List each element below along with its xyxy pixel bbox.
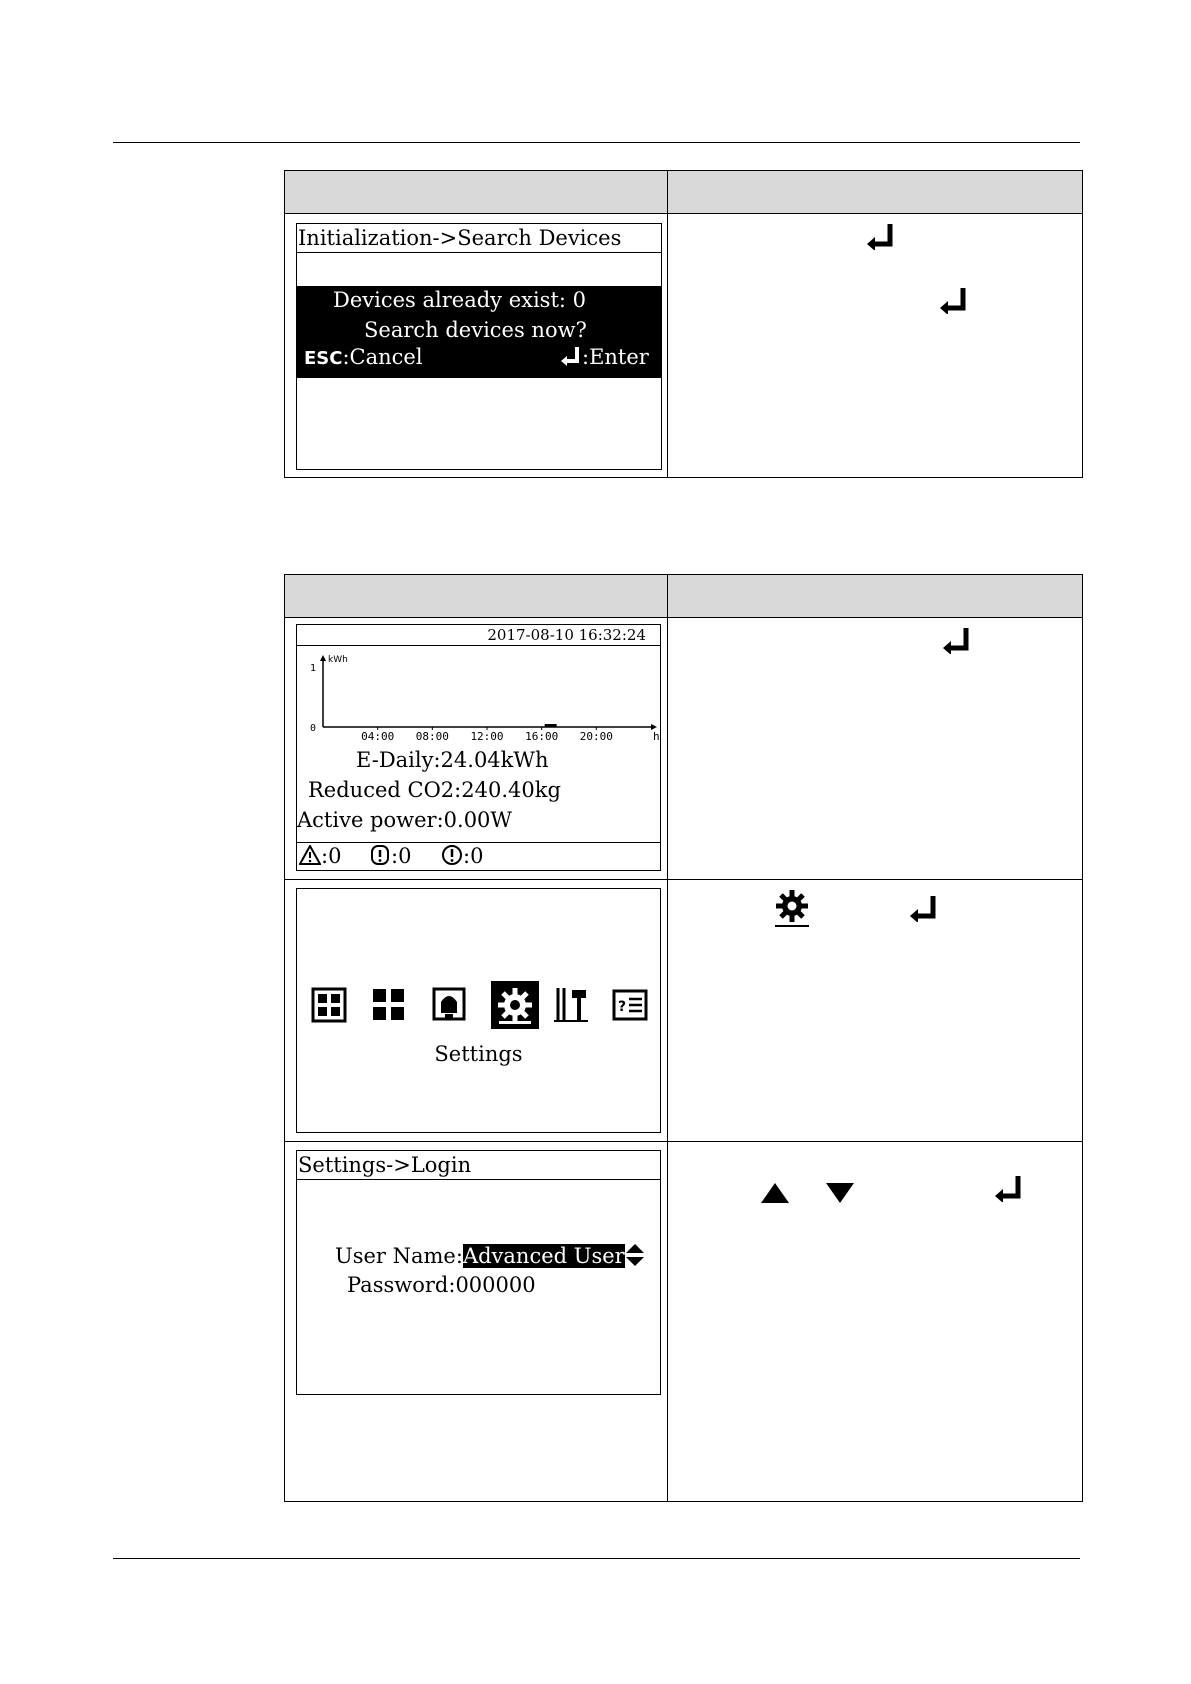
warning-alarm-icon (441, 845, 463, 865)
dialog-line-1: Devices already exist: 0 (333, 288, 587, 312)
x-tick-label: 04:00 (361, 730, 395, 743)
user-name-label: User Name: (335, 1244, 463, 1268)
enter-option[interactable] (560, 345, 649, 369)
esc-key-label: ESC (304, 348, 343, 369)
y-axis-arrow (320, 655, 326, 661)
settings-icon-selected[interactable] (491, 981, 539, 1029)
menu-screen-cell (285, 880, 668, 1142)
up-down-selector-icon[interactable] (625, 1243, 645, 1267)
x-tick-label: 16:00 (525, 730, 559, 743)
reduced-co2-readout: Reduced CO2:240.40kg (308, 778, 561, 802)
e-daily-readout: E-Daily:24.04kWh (356, 748, 549, 772)
table-login-procedure (284, 574, 1083, 1502)
user-name-row[interactable] (335, 1243, 645, 1268)
x-tick-label: 12:00 (470, 730, 504, 743)
minor-alarm-count: :0 (391, 844, 412, 868)
login-screen-cell (285, 1142, 668, 1502)
login-instruction-cell (668, 1142, 1083, 1502)
major-alarm-count: :0 (321, 844, 342, 868)
main-menu-screen (296, 888, 661, 1133)
esc-cancel-option[interactable] (304, 345, 423, 369)
minor-alarm-icon (369, 845, 391, 865)
table1-header-right (668, 171, 1083, 214)
password-label: Password: (347, 1273, 456, 1297)
x-tick-label: 20:00 (579, 730, 613, 743)
table1-instruction-cell (668, 214, 1083, 478)
datetime: 2017-08-10 16:32:24 (487, 626, 646, 644)
warning-triangle-icon (299, 845, 321, 865)
active-power-readout: Active power:0.00W (297, 808, 512, 832)
table2-header-left (285, 575, 668, 618)
cancel-label: :Cancel (342, 345, 423, 369)
settings-icon (495, 985, 535, 1025)
y-axis-label: kWh (328, 655, 348, 665)
enter-label: :Enter (582, 345, 649, 369)
major-alarm-status (299, 844, 341, 868)
home-screen-cell (285, 618, 668, 880)
password-row[interactable] (347, 1273, 536, 1297)
table1-header-left (285, 171, 668, 214)
screen-title: Initialization->Search Devices (297, 224, 661, 253)
warning-alarm-status (441, 844, 483, 868)
warning-alarm-count: :0 (463, 844, 484, 868)
home-instruction-cell (668, 618, 1083, 880)
table2-header-right (668, 575, 1083, 618)
enter-key-icon (941, 626, 971, 654)
energy-chart (297, 647, 660, 749)
maintenance-icon[interactable] (552, 986, 590, 1024)
energy-bar (545, 724, 557, 727)
password-value[interactable]: 000000 (455, 1273, 536, 1297)
enter-key-icon (865, 222, 895, 250)
footer-rule (113, 1558, 1080, 1559)
login-screen-title: Settings->Login (297, 1151, 660, 1180)
svg-text:?: ? (618, 999, 627, 1015)
settings-icon (773, 888, 811, 928)
dialog-box (297, 286, 661, 378)
user-name-value[interactable]: Advanced User (462, 1244, 625, 1268)
home-screen (296, 624, 661, 871)
x-tick-label: 08:00 (415, 730, 449, 743)
table-initialization (284, 170, 1083, 478)
down-arrow-icon (825, 1182, 855, 1204)
status-bar (297, 842, 660, 871)
y-tick-label: 0 (309, 723, 317, 734)
up-arrow-icon (760, 1182, 790, 1204)
running-info-icon[interactable] (311, 987, 347, 1023)
menu-icons-row (309, 981, 649, 1031)
alarm-icon[interactable] (431, 987, 467, 1023)
enter-key-icon (560, 346, 582, 366)
enter-key-icon (993, 1174, 1023, 1202)
menu-instruction-cell (668, 880, 1083, 1142)
login-screen (296, 1150, 661, 1395)
x-axis-label: h (653, 730, 660, 743)
search-devices-screen (296, 223, 662, 470)
enter-key-icon (938, 286, 968, 314)
table1-screen-cell (285, 214, 668, 478)
datetime-bar (297, 625, 660, 646)
selected-menu-label: Settings (434, 1042, 523, 1066)
minor-alarm-status (369, 844, 411, 868)
y-tick-label: 1 (309, 663, 317, 674)
header-rule (113, 142, 1080, 143)
about-icon[interactable] (612, 987, 648, 1023)
quick-settings-icon[interactable] (371, 987, 407, 1023)
enter-key-icon (908, 894, 938, 922)
dialog-line-2: Search devices now? (364, 318, 587, 342)
